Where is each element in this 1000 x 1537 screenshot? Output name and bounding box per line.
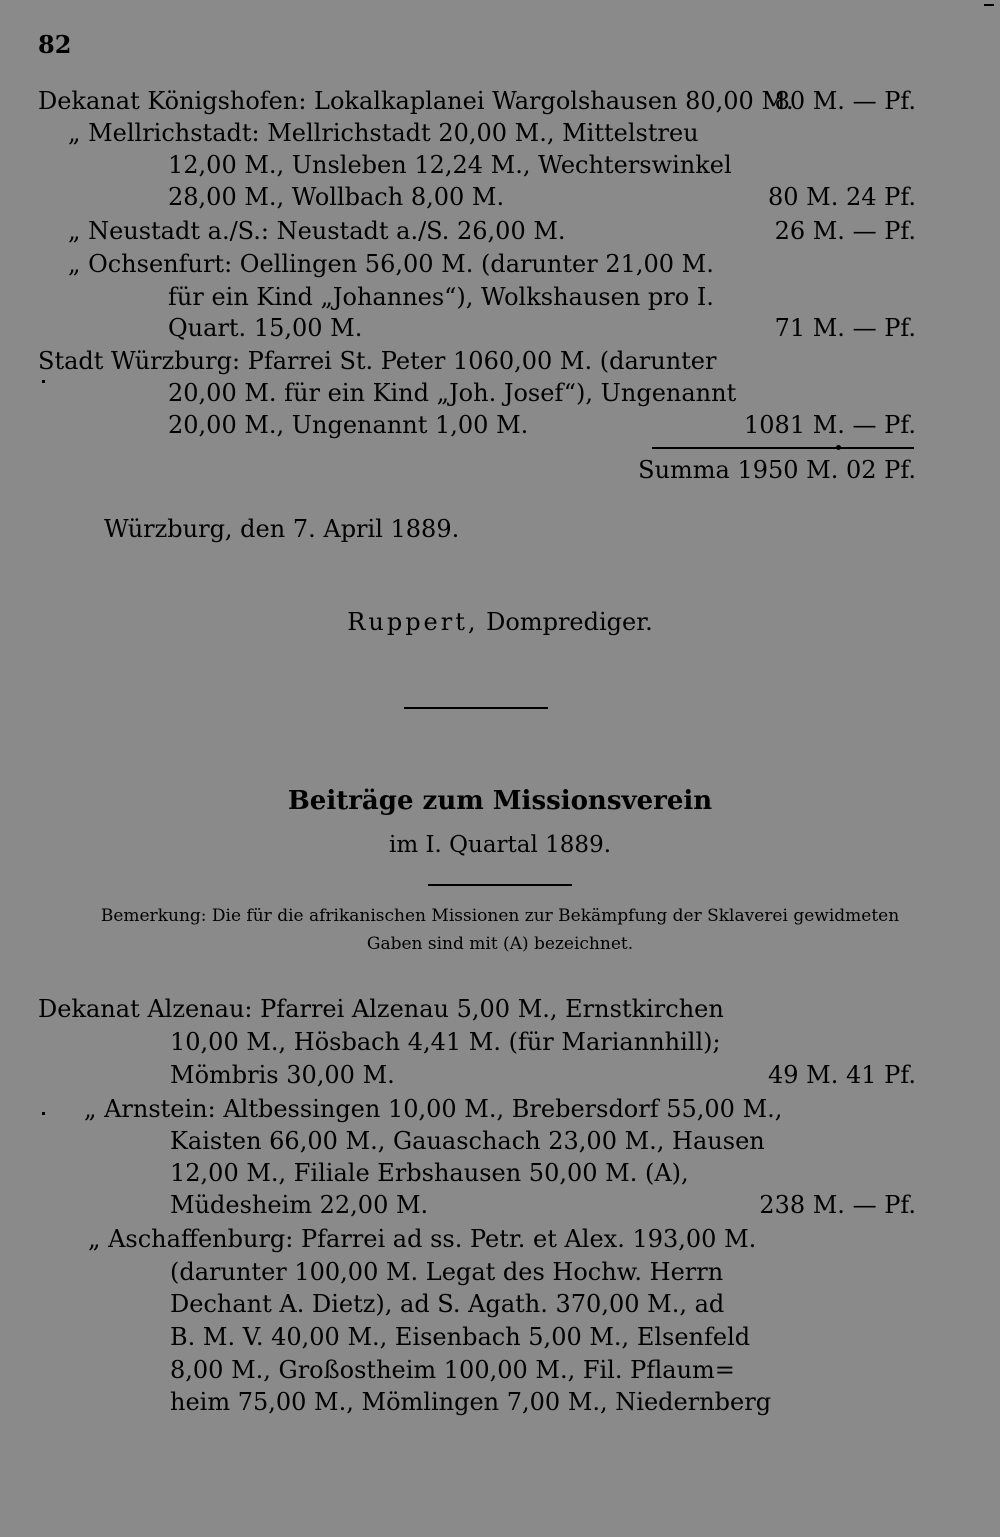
- note-line: Bemerkung: Die für die afrikanischen Missionen zur Bekämpfung der Sklaverei gewidmeten: [100, 906, 900, 926]
- page-number: 82: [38, 30, 72, 59]
- section-subtitle: im I. Quartal 1889.: [388, 832, 612, 858]
- entry-line: (darunter 100,00 M. Legat des Hochw. Herrn: [170, 1258, 724, 1286]
- signature: [0, 608, 1000, 636]
- rule-dot: [836, 445, 841, 450]
- entry-line: „ Neustadt a./S.: Neustadt a./S. 26,00 M.: [68, 217, 566, 245]
- entry-amount: 80 M. — Pf.: [774, 87, 916, 115]
- section-title: Beiträge zum Missionsverein: [287, 786, 713, 816]
- entry-line: 20,00 M. für ein Kind „Joh. Josef“), Ungenannt: [168, 379, 737, 407]
- entry-line: Quart. 15,00 M.: [168, 314, 363, 342]
- entry-line: B. M. V. 40,00 M., Eisenbach 5,00 M., Elsenfeld: [170, 1323, 751, 1351]
- entry-line: 12,00 M., Unsleben 12,24 M., Wechterswinkel: [168, 151, 732, 179]
- entry-amount: 26 M. — Pf.: [774, 217, 916, 245]
- entry-line: 20,00 M., Ungenannt 1,00 M.: [168, 411, 529, 439]
- entry-line: Müdesheim 22,00 M.: [170, 1191, 429, 1219]
- entry-line: „ Arnstein: Altbessingen 10,00 M., Brebersdorf 55,00 M.,: [84, 1095, 783, 1123]
- note-line: Gaben sind mit (A) bezeichnet.: [366, 934, 634, 954]
- entry-line: heim 75,00 M., Mömlingen 7,00 M., Niedernberg: [170, 1388, 772, 1416]
- entry-line: Dekanat Königshofen: Lokalkaplanei Wargolshausen 80,00 M.: [38, 87, 794, 115]
- entry-line: Dechant A. Dietz), ad S. Agath. 370,00 M., ad: [170, 1290, 725, 1318]
- entry-amount: 71 M. — Pf.: [774, 314, 916, 342]
- entry-line: 10,00 M., Hösbach 4,41 M. (für Mariannhill);: [170, 1028, 721, 1056]
- sum-rule: [652, 447, 914, 449]
- entry-amount: 1081 M. — Pf.: [744, 411, 916, 439]
- entry-line: Mömbris 30,00 M.: [170, 1061, 395, 1089]
- entry-line: „ Ochsenfurt: Oellingen 56,00 M. (darunter 21,00 M.: [68, 250, 714, 278]
- title-divider: [428, 884, 572, 886]
- entry-line: Kaisten 66,00 M., Gauaschach 23,00 M., Hausen: [170, 1127, 765, 1155]
- entry-amount: 238 M. — Pf.: [759, 1191, 916, 1219]
- entry-amount: 80 M. 24 Pf.: [768, 183, 916, 211]
- section-divider: [404, 707, 548, 709]
- signature-title: Domprediger.: [486, 608, 653, 636]
- print-speck: [42, 1112, 45, 1115]
- entry-line: 28,00 M., Wollbach 8,00 M.: [168, 183, 505, 211]
- signature-name: Ruppert,: [347, 608, 479, 636]
- entry-line: für ein Kind „Johannes“), Wolkshausen pro I.: [168, 283, 714, 311]
- print-speck: [42, 380, 45, 383]
- dateline: Würzburg, den 7. April 1889.: [104, 515, 460, 543]
- summa-total: Summa 1950 M. 02 Pf.: [638, 456, 916, 484]
- entry-amount: 49 M. 41 Pf.: [768, 1061, 916, 1089]
- entry-line: Dekanat Alzenau: Pfarrei Alzenau 5,00 M., Ernstkirchen: [38, 995, 724, 1023]
- entry-line: „ Aschaffenburg: Pfarrei ad ss. Petr. et Alex. 193,00 M.: [88, 1225, 757, 1253]
- entry-line: Stadt Würzburg: Pfarrei St. Peter 1060,00 M. (darunter: [38, 347, 717, 375]
- print-speck: [984, 4, 994, 6]
- entry-line: 12,00 M., Filiale Erbshausen 50,00 M. (A),: [170, 1159, 689, 1187]
- entry-line: „ Mellrichstadt: Mellrichstadt 20,00 M., Mittelstreu: [68, 119, 699, 147]
- entry-line: 8,00 M., Großostheim 100,00 M., Fil. Pflaum=: [170, 1356, 735, 1384]
